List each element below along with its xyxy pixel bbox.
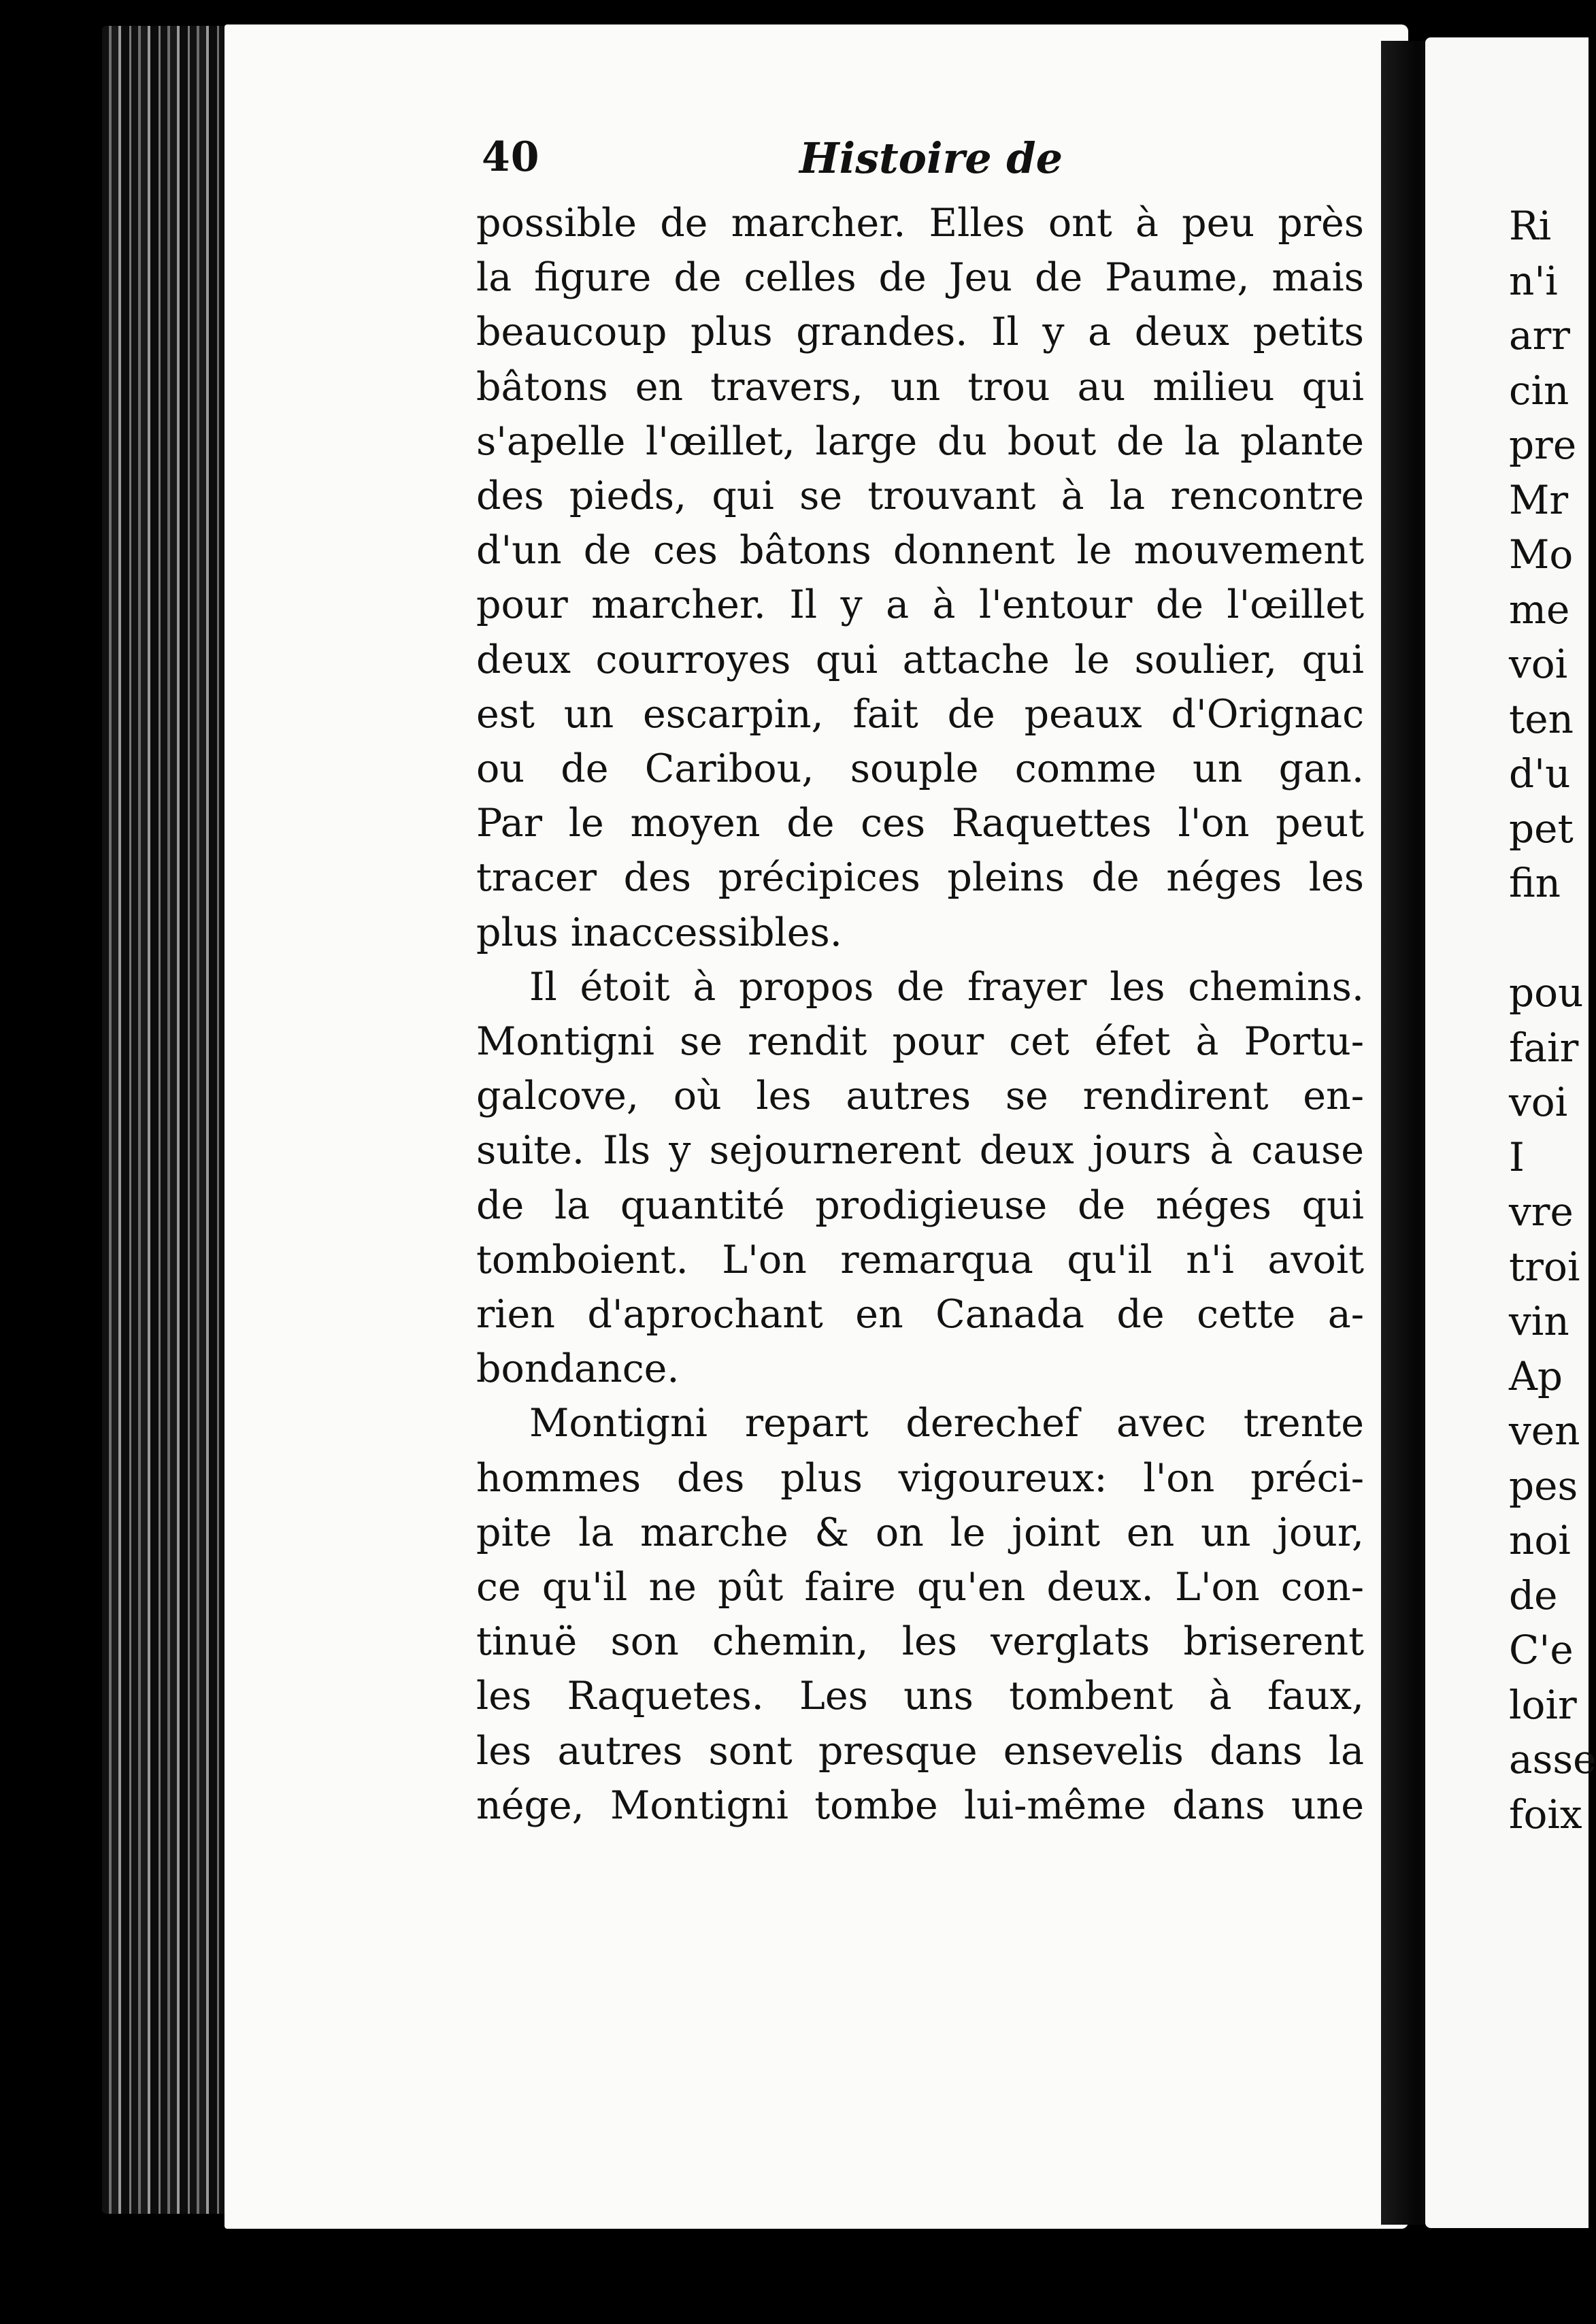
facing-line: cin — [1509, 367, 1569, 414]
text-line: d'un de ces bâtons donnent le mouvement — [476, 528, 1364, 574]
text-line: possible de marcher. Elles ont à peu près — [476, 201, 1364, 246]
facing-line: voi — [1509, 1079, 1568, 1125]
text-line: suite. Ils y sejournerent deux jours à cause — [476, 1128, 1364, 1174]
facing-line: Mo — [1509, 531, 1574, 578]
facing-line: pes — [1509, 1462, 1578, 1509]
text-line: la figure de celles de Jeu de Paume, mais — [476, 255, 1364, 301]
facing-line: pre — [1509, 422, 1577, 468]
text-line: nége, Montigni tombe lui-même dans une — [476, 1782, 1364, 1828]
facing-line: I — [1509, 1133, 1525, 1180]
text-line: les Raquetes. Les uns tombent à faux, — [476, 1674, 1364, 1719]
text-line: rien d'aprochant en Canada de cette a- — [476, 1292, 1364, 1338]
facing-line: vre — [1509, 1189, 1574, 1235]
facing-line: Ri — [1509, 203, 1552, 249]
facing-line: fair — [1509, 1024, 1579, 1071]
text-line: Par le moyen de ces Raquettes l'on peut — [476, 801, 1364, 846]
facing-line: foix — [1509, 1791, 1582, 1838]
facing-line: n'i — [1509, 257, 1558, 304]
page-number: 40 — [482, 133, 540, 181]
text-line: Montigni se rendit pour cet éfet à Portu- — [476, 1019, 1364, 1065]
text-line: hommes des plus vigoureux: l'on préci- — [476, 1455, 1364, 1501]
running-title: Histoire de — [799, 133, 1063, 183]
facing-line: pou — [1509, 969, 1584, 1016]
text-line: galcove, où les autres se rendirent en- — [476, 1074, 1364, 1119]
facing-line: me — [1509, 586, 1570, 633]
text-line: tracer des précipices pleins de néges les — [476, 855, 1364, 901]
facing-line: noi — [1509, 1517, 1571, 1563]
facing-line: ten — [1509, 695, 1574, 742]
text-line: beaucoup plus grandes. Il y a deux petits — [476, 310, 1364, 355]
facing-line: troi — [1509, 1243, 1580, 1290]
facing-line: loir — [1509, 1681, 1577, 1728]
facing-line: C'e — [1509, 1627, 1574, 1673]
text-line: des pieds, qui se trouvant à la rencontre — [476, 474, 1364, 519]
facing-line: ven — [1509, 1408, 1580, 1454]
facing-line: asse — [1509, 1736, 1596, 1782]
facing-line: arr — [1509, 312, 1571, 359]
text-line: pour marcher. Il y a à l'entour de l'œillet — [476, 582, 1364, 628]
text-line: deux courroyes qui attache le soulier, qui — [476, 637, 1364, 682]
text-line: tinuë son chemin, les verglats briserent — [476, 1619, 1364, 1665]
facing-line: Ap — [1509, 1352, 1563, 1399]
facing-line: de — [1509, 1572, 1558, 1618]
facing-line: d'u — [1509, 750, 1571, 797]
facing-page-text — [1509, 199, 1596, 1842]
text-line: ou de Caribou, souple comme un gan. — [476, 746, 1364, 792]
facing-line: vin — [1509, 1298, 1569, 1344]
text-line: pite la marche & on le joint en un jour, — [476, 1510, 1364, 1555]
text-line: de la quantité prodigieuse de néges qui — [476, 1182, 1364, 1228]
facing-line: Mr — [1509, 476, 1569, 523]
text-line: bondance. — [476, 1346, 680, 1392]
text-line: tomboient. L'on remarqua qu'il n'i avoit — [476, 1237, 1364, 1282]
text-line: plus inaccessibles. — [476, 910, 842, 955]
facing-line: voi — [1509, 641, 1568, 687]
facing-line: fin — [1509, 860, 1561, 906]
text-line: est un escarpin, fait de peaux d'Orignac — [476, 691, 1364, 737]
facing-line: pet — [1509, 805, 1574, 852]
text-line: les autres sont presque ensevelis dans la — [476, 1728, 1364, 1774]
text-line: ce qu'il ne pût faire qu'en deux. L'on con- — [476, 1565, 1364, 1610]
facing-line — [1509, 911, 1596, 966]
text-line: Il étoit à propos de frayer les chemins. — [529, 964, 1364, 1010]
text-line: s'apelle l'œillet, large du bout de la plante — [476, 418, 1364, 464]
page-body-text — [476, 196, 1364, 1833]
text-line: Montigni repart derechef avec trente — [529, 1401, 1364, 1446]
text-line: bâtons en travers, un trou au milieu qui — [476, 364, 1364, 410]
